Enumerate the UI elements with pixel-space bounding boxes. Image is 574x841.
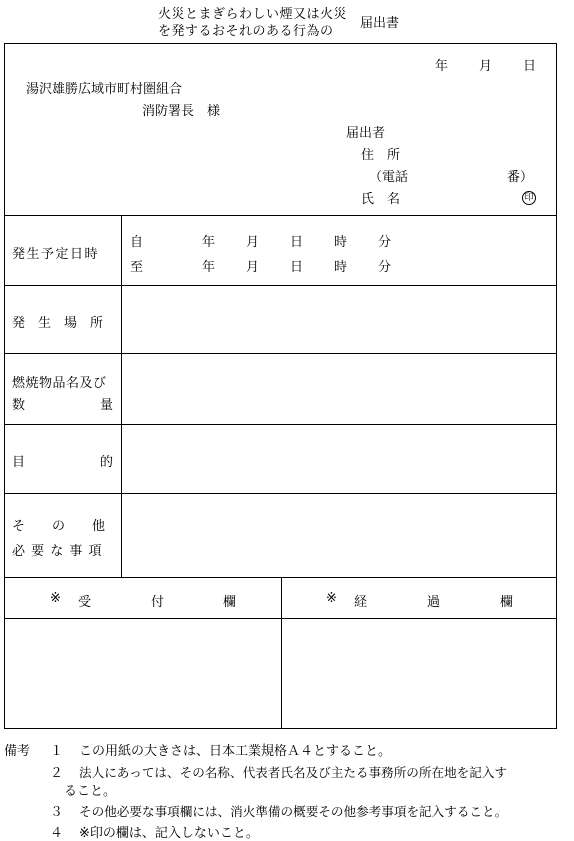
purpose-label-b: 的	[100, 455, 114, 470]
divider-place	[4, 353, 557, 354]
note-2-continued: ること。	[64, 784, 117, 799]
footer-column-divider	[281, 577, 282, 729]
recipient-org: 湯沢雄勝広域市町村圏組合	[26, 82, 183, 97]
note-2-text: 法人にあっては、その名称、代表者氏名及び主たる事務所の所在地を記入す	[79, 765, 508, 780]
title-line-1: 火災とまぎらわしい煙又は火災	[158, 7, 348, 22]
progress-char-1: 経	[354, 595, 368, 610]
recipient-title: 消防署長 様	[142, 104, 221, 119]
materials-label-2b: 量	[100, 398, 114, 413]
divider-header	[4, 215, 557, 216]
schedule-to-day: 日	[290, 260, 304, 275]
progress-char-2: 過	[427, 595, 441, 610]
materials-label-2a: 数	[12, 398, 26, 413]
place-label: 発 生 場 所	[12, 316, 104, 331]
note-3-text: その他必要な事項欄には、消火準備の概要その他参考事項を記入すること。	[79, 804, 508, 819]
schedule-to-month: 月	[246, 260, 260, 275]
date-month: 月	[479, 59, 493, 74]
reception-char-3: 欄	[223, 595, 237, 610]
reception-char-2: 付	[151, 595, 165, 610]
divider-schedule	[4, 285, 557, 286]
schedule-to: 至	[130, 260, 144, 275]
notes-heading: 備考	[4, 744, 31, 759]
note-4-number: ４	[50, 826, 64, 841]
schedule-from-minute: 分	[378, 235, 392, 250]
title-line-2: を発するおそれのある行為の	[158, 24, 334, 39]
schedule-from: 自	[130, 235, 144, 250]
schedule-to-minute: 分	[378, 260, 392, 275]
note-1-text: この用紙の大きさは、日本工業規格Ａ４とすること。	[79, 744, 392, 759]
divider-materials	[4, 424, 557, 425]
schedule-to-year: 年	[202, 260, 216, 275]
reception-mark: ※	[50, 591, 61, 606]
note-2-number: ２	[50, 766, 64, 781]
other-label-2: 必 要 な 事 項	[12, 544, 103, 559]
seal-mark	[522, 189, 536, 205]
note-4-text: ※印の欄は、記入しないこと。	[79, 826, 259, 841]
progress-char-3: 欄	[500, 595, 514, 610]
schedule-from-year: 年	[202, 235, 216, 250]
schedule-from-hour: 時	[334, 235, 348, 250]
date-day: 日	[523, 59, 537, 74]
name-label: 氏 名	[361, 192, 401, 207]
address-label: 住 所	[361, 148, 401, 163]
progress-mark: ※	[326, 591, 337, 606]
schedule-from-day: 日	[290, 235, 304, 250]
divider-purpose	[4, 493, 557, 494]
seal-text: 印	[522, 191, 536, 205]
label-column-divider	[121, 215, 122, 577]
schedule-to-hour: 時	[334, 260, 348, 275]
phone-close: 番）	[507, 170, 534, 185]
materials-label-1: 燃焼物品名及び	[12, 376, 107, 391]
date-year: 年	[435, 59, 449, 74]
phone-open: （電話	[369, 170, 409, 185]
note-3-number: ３	[50, 805, 64, 820]
reception-char-1: 受	[78, 595, 92, 610]
schedule-from-month: 月	[246, 235, 260, 250]
title-suffix: 届出書	[360, 16, 400, 31]
applicant-label: 届出者	[346, 126, 386, 141]
schedule-label: 発生予定日時	[12, 247, 100, 262]
other-label-1: そ の 他	[12, 519, 113, 534]
note-1-number: １	[50, 744, 64, 759]
purpose-label-a: 目	[12, 455, 26, 470]
